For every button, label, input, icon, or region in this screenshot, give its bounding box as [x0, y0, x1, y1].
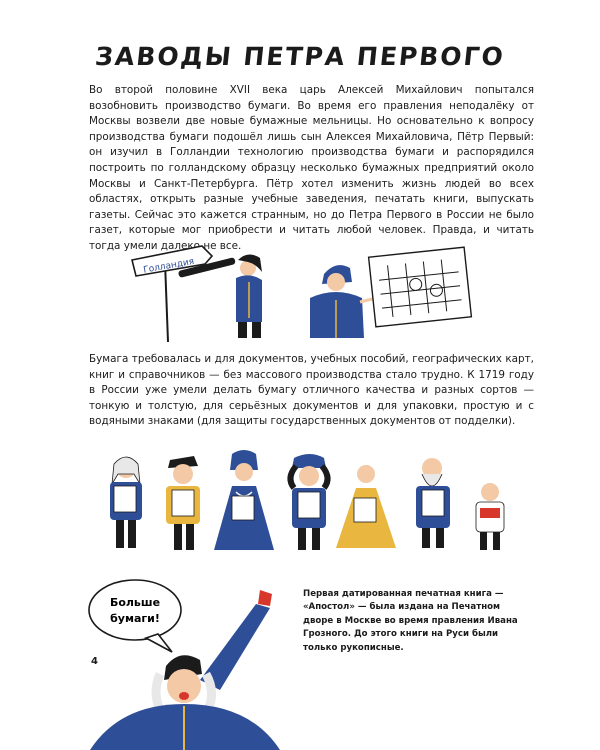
book-caption: Первая датированная печатная книга — «Апостол» — была издана на Печатном дворе в Москве во время правления Ивана Грозного. До этого книги на Руси были только рукописные.: [303, 589, 518, 653]
signpost-icon: [132, 246, 212, 342]
signpost-label: Голландия: [142, 256, 195, 276]
page-title: ЗАВОДЫ ПЕТРА ПЕРВОГО: [93, 42, 507, 71]
reader-figure-2: [166, 456, 200, 550]
reader-figure-7: [476, 483, 504, 550]
intro-paragraph: Во второй половине XVII века царь Алексей Михайлович попытался возобновить производство бумаги. Во время его правления неподалёку от Москвы возвели две новые бумажные мельницы. Но основательно к вопросу производства бумаги подошёл лишь сын Алексея Михайловича, Пётр Первый: он изучил в Голландии технологию производства бумаги и распорядился построить по голландскому образцу несколько бумажных предприятий около Москвы и Санкт-Петербурга. Пётр хотел изменить жизнь людей во всех областях, открыть разные учебные заведения, печатать книги, выпускать газеты. Сейчас это кажется странным, но до Петра Первого в России не было газет, которые мог приобрести и читать любой человек. Правда, и читать тогда умели далеко не все.: [89, 84, 534, 252]
page-number: 4: [91, 656, 98, 667]
speech-bubble-line2: бумаги!: [110, 612, 160, 625]
illustration-people-reading: [98, 448, 518, 560]
chart-man-figure: [310, 247, 471, 338]
paper-demand-paragraph: Бумага требовалась и для документов, учебных пособий, географических карт, книг и справочников — без массового производства стало трудно. К 1719 году в России уже умели делать бумагу отличного качества и разных сортов — тонкую и толстую, для серьёзных документов и для упаковки, простую и с водяными знаками (для защиты государственных документов от подделки).: [89, 353, 534, 428]
speech-bubble-line1: Больше: [109, 596, 161, 609]
reader-figure-5: [336, 465, 396, 548]
illustration-peter-studies-holland: [110, 238, 490, 346]
reader-figure-6: [416, 458, 450, 548]
reader-figure-3: [214, 450, 274, 550]
speech-bubble: [89, 580, 181, 652]
reader-figure-1: [110, 457, 142, 548]
reader-figure-4: [290, 454, 327, 550]
